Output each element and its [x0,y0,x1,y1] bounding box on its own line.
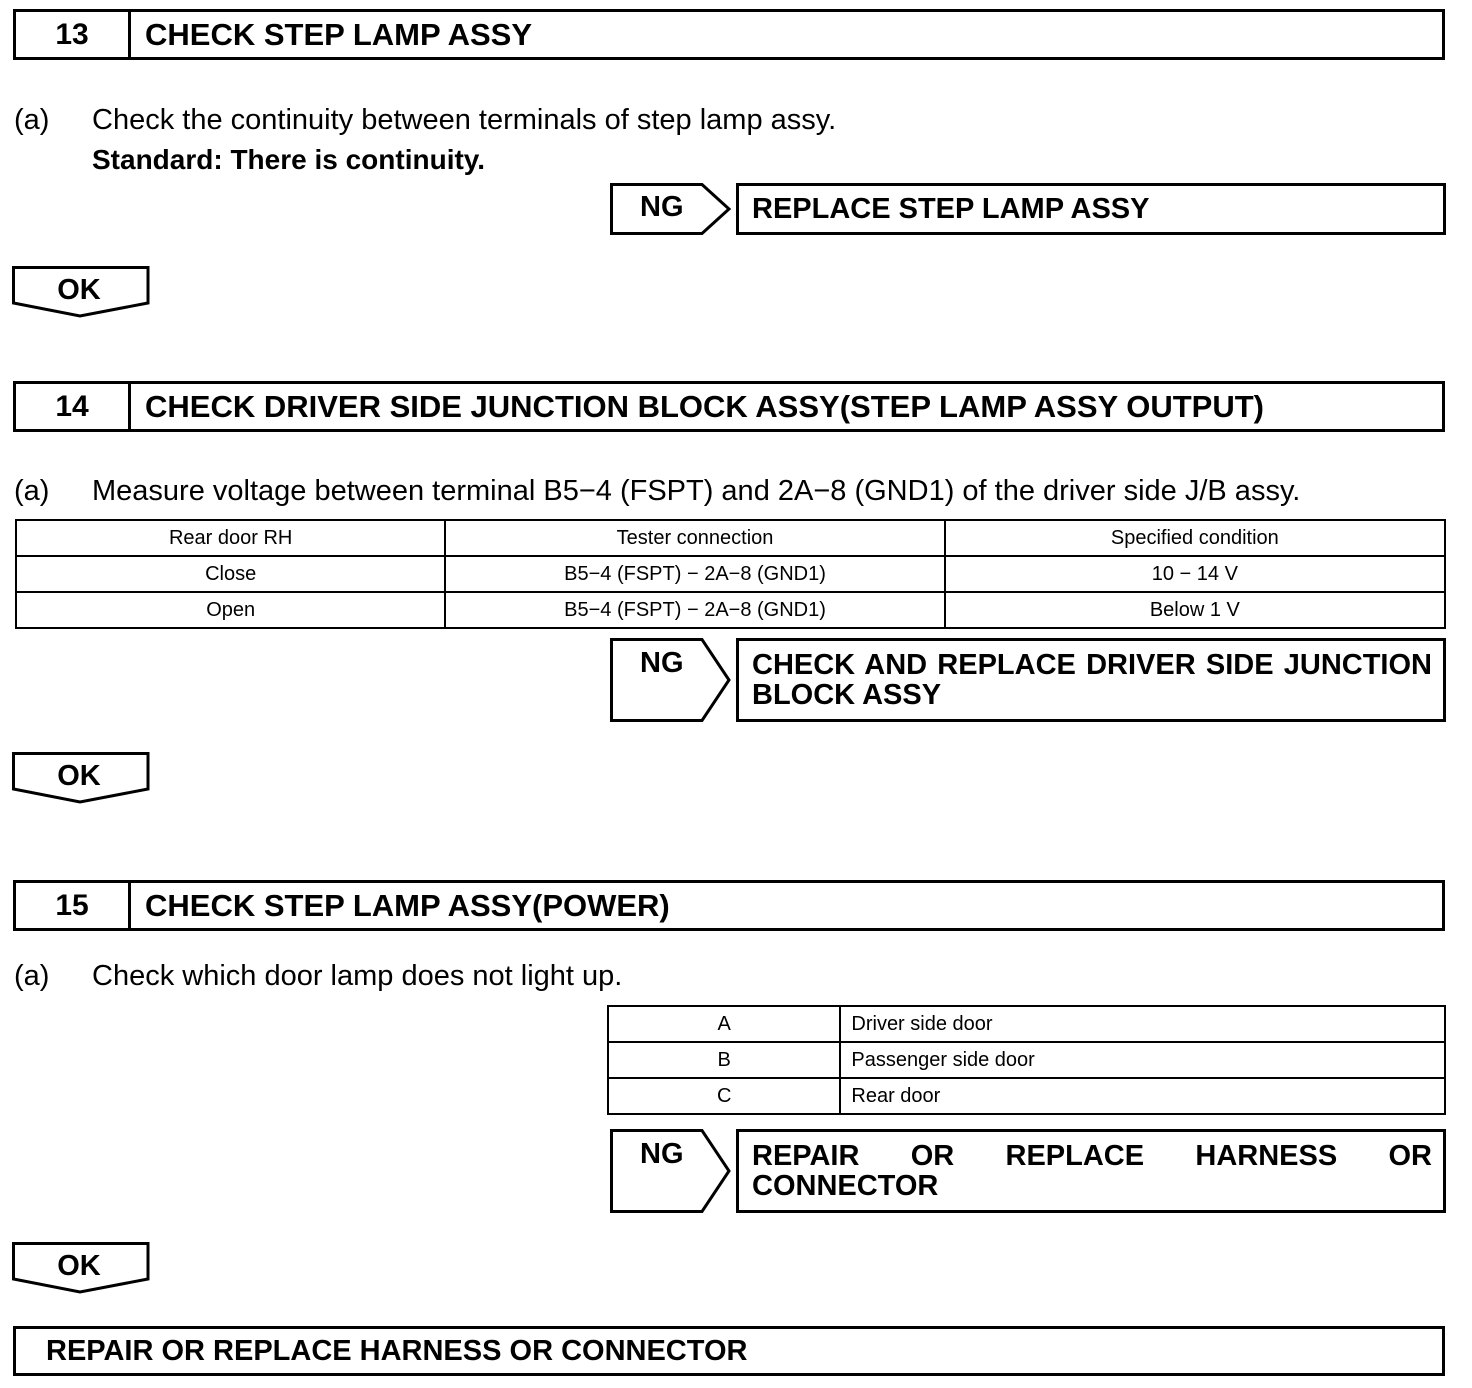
table-row [608,1006,1445,1042]
table-cell: B [608,1042,840,1078]
step-14-ng-result: CHECK AND REPLACE DRIVER SIDE JUNCTION BLOCK ASSY [736,638,1446,722]
table-header-row [16,520,1445,556]
step-15-ng-flag [610,1129,730,1213]
step-15-ng-result: REPAIR OR REPLACE HARNESS OR CONNECTOR [736,1129,1446,1213]
column-header: Specified condition [945,520,1445,556]
table-cell: B5−4 (FSPT) − 2A−8 (GND1) [445,592,944,628]
table-cell: A [608,1006,840,1042]
table-row [16,592,1445,628]
table-cell: 10 − 14 V [945,556,1445,592]
step-title: CHECK DRIVER SIDE JUNCTION BLOCK ASSY(STEP LAMP ASSY OUTPUT) [145,388,1264,424]
ok-label: OK [57,274,101,306]
table-cell: C [608,1078,840,1114]
instruction-text: Check the continuity between terminals of step lamp assy. [92,104,837,136]
table-row [608,1078,1445,1114]
instruction-label: (a) [14,475,50,507]
ng-label: NG [640,191,684,223]
step-14-ok-flag [12,752,150,804]
table-cell: Close [16,556,445,592]
step-number: 13 [16,12,131,57]
final-action-box: REPAIR OR REPLACE HARNESS OR CONNECTOR [13,1326,1445,1376]
standard-text: Standard: There is continuity. [92,144,486,175]
table-cell: Driver side door [840,1006,1445,1042]
step-15-ok-flag [12,1242,150,1294]
column-header: Tester connection [445,520,944,556]
step-14-header [13,381,1445,432]
door-lamp-table [607,1005,1446,1115]
step-14-ng-flag [610,638,730,722]
table-cell: Rear door [840,1078,1445,1114]
instruction-label: (a) [14,104,50,136]
step-15-instruction [14,960,1114,994]
step-number: 15 [16,883,131,928]
step-14-instruction [14,475,1454,509]
step-15-header [13,880,1445,931]
column-header: Rear door RH [16,520,445,556]
step-title: CHECK STEP LAMP ASSY(POWER) [145,887,670,923]
step-title: CHECK STEP LAMP ASSY [145,16,533,52]
table-cell: B5−4 (FSPT) − 2A−8 (GND1) [445,556,944,592]
ok-label: OK [57,1250,101,1282]
step-13-ng-flag [610,183,730,235]
voltage-spec-table [15,519,1446,629]
ng-label: NG [640,1138,684,1170]
table-cell: Passenger side door [840,1042,1445,1078]
step-13-instruction [14,104,1114,138]
step-13-header [13,9,1445,60]
step-13-ng-result: REPLACE STEP LAMP ASSY [736,183,1446,235]
instruction-label: (a) [14,960,50,992]
instruction-text: Measure voltage between terminal B5−4 (FSPT) and 2A−8 (GND1) of the driver side J/B assy. [92,475,1301,507]
instruction-text: Check which door lamp does not light up. [92,960,623,992]
step-13-ok-flag [12,266,150,318]
table-cell: Open [16,592,445,628]
table-row [16,556,1445,592]
step-number: 14 [16,384,131,429]
table-row [608,1042,1445,1078]
table-cell: Below 1 V [945,592,1445,628]
ng-label: NG [640,647,684,679]
ok-label: OK [57,760,101,792]
